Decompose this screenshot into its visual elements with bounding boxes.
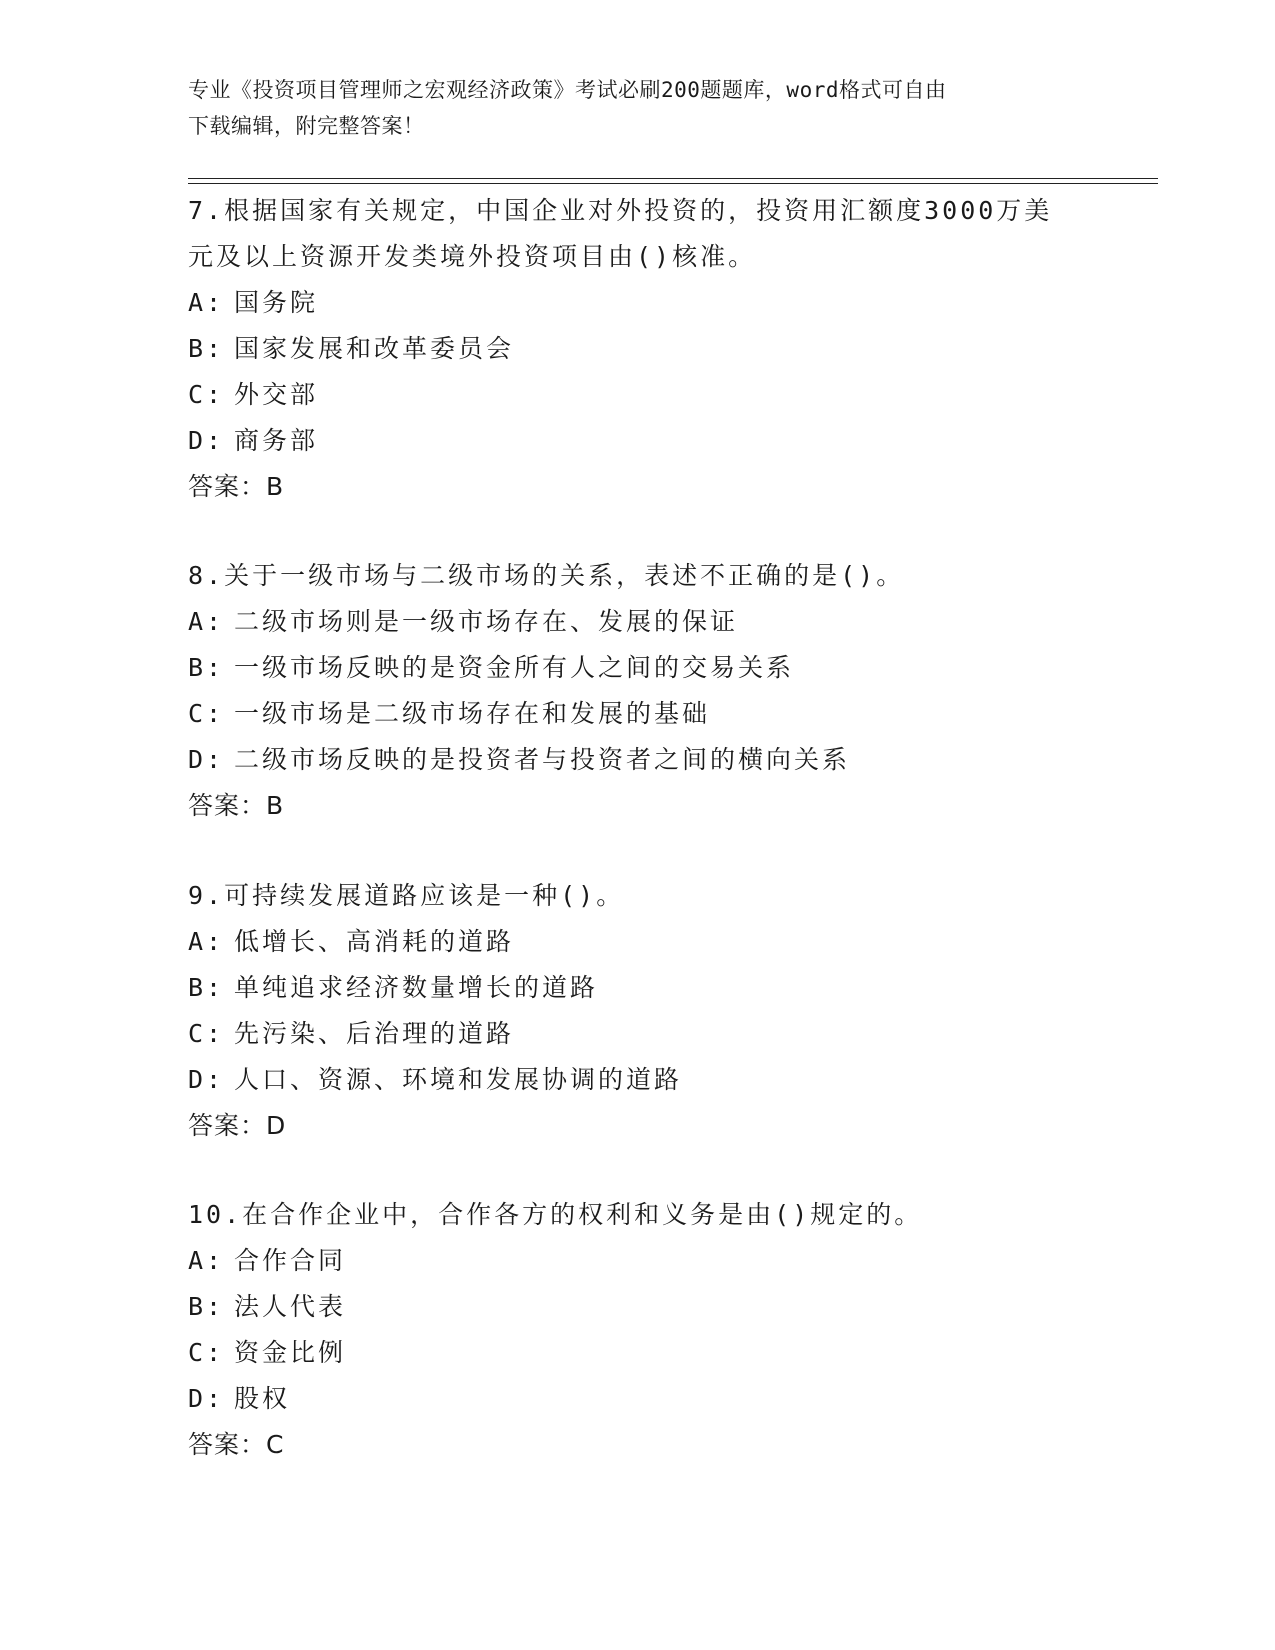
option-text: 国务院 xyxy=(234,288,319,317)
option-text: 一级市场是二级市场存在和发展的基础 xyxy=(234,699,711,728)
option-letter: A: xyxy=(188,288,225,317)
option-text: 人口、资源、环境和发展协调的道路 xyxy=(234,1065,683,1094)
option-letter: C: xyxy=(188,380,225,409)
option-letter: D: xyxy=(188,1384,225,1413)
option-text: 资金比例 xyxy=(234,1338,347,1367)
option-letter: C: xyxy=(188,699,225,728)
option-letter: A: xyxy=(188,1246,225,1275)
option-a xyxy=(188,280,1088,326)
option-letter: C: xyxy=(188,1338,225,1367)
question-10 xyxy=(188,1192,1088,1468)
option-d xyxy=(188,737,1088,783)
option-letter: D: xyxy=(188,745,225,774)
option-a xyxy=(188,919,1088,965)
question-stem: 10.在合作企业中，合作各方的权利和义务是由()规定的。 xyxy=(188,1200,923,1229)
option-c xyxy=(188,372,1088,418)
option-letter: B: xyxy=(188,1292,225,1321)
option-letter: D: xyxy=(188,426,225,455)
option-text: 法人代表 xyxy=(234,1292,347,1321)
option-b xyxy=(188,1284,1088,1330)
option-text: 单纯追求经济数量增长的道路 xyxy=(234,973,599,1002)
answer-line: 答案：B xyxy=(188,472,285,501)
option-a xyxy=(188,599,1088,645)
question-9 xyxy=(188,873,1088,1149)
question-stem: 8.关于一级市场与二级市场的关系，表述不正确的是()。 xyxy=(188,561,905,590)
question-stem xyxy=(188,188,1088,280)
question-stem-line: 7.根据国家有关规定，中国企业对外投资的，投资用汇额度3000万美 xyxy=(188,196,1053,225)
question-stem-line: 元及以上资源开发类境外投资项目由()核准。 xyxy=(188,242,757,271)
question-7 xyxy=(188,188,1088,510)
document-header xyxy=(188,72,1088,144)
option-letter: B: xyxy=(188,334,225,363)
question-8 xyxy=(188,553,1088,829)
option-text: 二级市场反映的是投资者与投资者之间的横向关系 xyxy=(234,745,851,774)
option-text: 商务部 xyxy=(234,426,319,455)
option-letter: D: xyxy=(188,1065,225,1094)
option-c xyxy=(188,691,1088,737)
option-d xyxy=(188,1376,1088,1422)
option-text: 低增长、高消耗的道路 xyxy=(234,927,515,956)
option-text: 合作合同 xyxy=(234,1246,347,1275)
option-text: 一级市场反映的是资金所有人之间的交易关系 xyxy=(234,653,795,682)
option-letter: A: xyxy=(188,607,225,636)
answer-line: 答案：B xyxy=(188,791,285,820)
option-d xyxy=(188,1057,1088,1103)
option-text: 先污染、后治理的道路 xyxy=(234,1019,515,1048)
answer-line: 答案：C xyxy=(188,1430,285,1459)
header-line-2: 下载编辑，附完整答案！ xyxy=(188,114,425,138)
answer-line: 答案：D xyxy=(188,1111,287,1140)
option-c xyxy=(188,1011,1088,1057)
option-letter: B: xyxy=(188,973,225,1002)
option-d xyxy=(188,418,1088,464)
question-stem: 9.可持续发展道路应该是一种()。 xyxy=(188,881,625,910)
header-line-1: 专业《投资项目管理师之宏观经济政策》考试必刷200题题库，word格式可自由 xyxy=(188,78,947,102)
option-letter: C: xyxy=(188,1019,225,1048)
option-text: 外交部 xyxy=(234,380,319,409)
header-divider-top xyxy=(188,178,1158,179)
option-letter: B: xyxy=(188,653,225,682)
option-b xyxy=(188,645,1088,691)
option-text: 股权 xyxy=(234,1384,291,1413)
option-b xyxy=(188,965,1088,1011)
option-c xyxy=(188,1330,1088,1376)
option-b xyxy=(188,326,1088,372)
option-text: 二级市场则是一级市场存在、发展的保证 xyxy=(234,607,739,636)
option-text: 国家发展和改革委员会 xyxy=(234,334,515,363)
header-divider-bottom xyxy=(188,183,1158,184)
option-letter: A: xyxy=(188,927,225,956)
option-a xyxy=(188,1238,1088,1284)
